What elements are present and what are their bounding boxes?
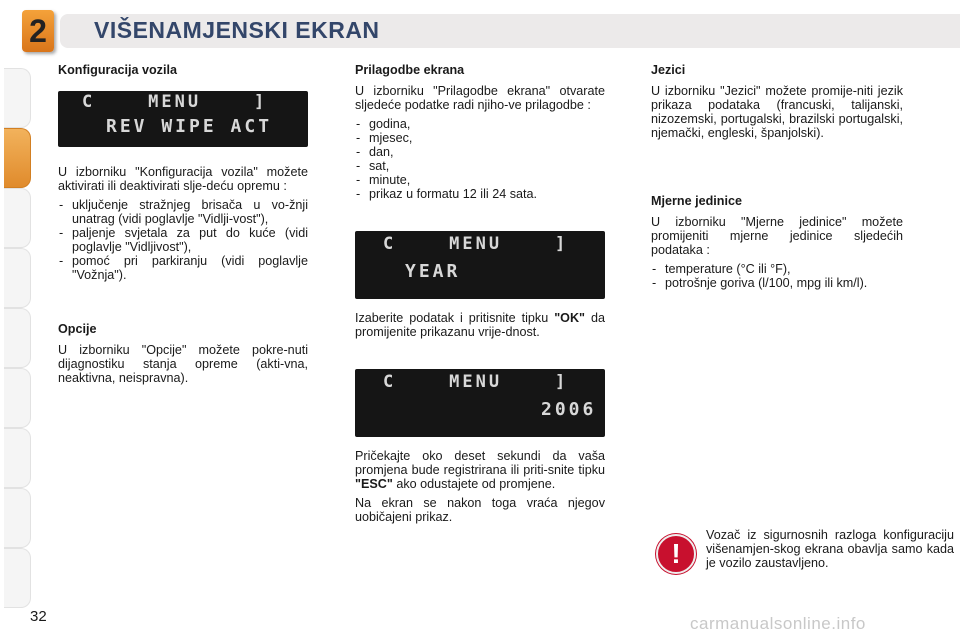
paragraph: U izborniku "Prilagodbe ekrana" otvarate sljedeće podatke radi njiho-ve prilagodbe : — [355, 84, 605, 112]
list-item: - godina, — [355, 117, 605, 131]
list-item: - dan, — [355, 145, 605, 159]
chapter-tab[interactable] — [4, 488, 31, 548]
section-heading: Prilagodbe ekrana — [355, 63, 465, 77]
chapter-tab[interactable] — [4, 368, 31, 428]
warning-text: Vozač iz sigurnosnih razloga konfiguraciju višenamjen-skog ekrana obavlja samo kada je vozilo zaustavljeno. — [706, 528, 954, 570]
paragraph — [355, 311, 605, 339]
exclamation-icon: ! — [656, 534, 696, 574]
page-title: VIŠENAMJENSKI EKRAN — [94, 17, 380, 43]
column-languages-units — [651, 63, 903, 290]
units-list — [651, 262, 903, 290]
chapter-tab[interactable] — [4, 548, 31, 608]
chapter-tab[interactable] — [4, 188, 31, 248]
section-heading: Mjerne jedinice — [651, 194, 742, 208]
page-number: 32 — [30, 608, 47, 625]
feature-list — [58, 198, 308, 282]
chapter-tab-active[interactable] — [4, 128, 31, 188]
paragraph: Na ekran se nakon toga vraća njegov uobičajeni prikaz. — [355, 496, 605, 524]
ok-key-label: "OK" — [554, 311, 586, 325]
lcd-line: YEAR — [405, 261, 461, 282]
chapter-badge: 2 — [22, 10, 54, 52]
list-item: - potrošnje goriva (l/100, mpg ili km/l). — [651, 276, 903, 290]
text: Pričekajte oko deset sekundi da vaša promjena bude registrirana ili priti-snite tipku — [355, 449, 605, 477]
paragraph: U izborniku "Jezici" možete promije-niti jezik prikaza podataka (francuski, talijanski, nizozemski, portugalski, brazilski portugalski, njemački, engleski, španjolski). — [651, 84, 903, 140]
list-item: - paljenje svjetala za put do kuće (vidi poglavlje "Vidljivost"), — [58, 226, 308, 254]
settings-list — [355, 117, 605, 201]
text: ako odustajete od promjene. — [392, 477, 556, 491]
section-heading: Jezici — [651, 63, 686, 77]
warning-note — [650, 528, 954, 588]
paragraph: U izborniku "Opcije" možete pokre-nuti dijagnostiku stanja opreme (akti-vna, neaktivna, neispravna). — [58, 343, 308, 385]
esc-key-label: "ESC" — [355, 477, 393, 491]
list-item: - temperature (°C ili °F), — [651, 262, 903, 276]
chapter-tab[interactable] — [4, 308, 31, 368]
section-heading: Konfiguracija vozila — [58, 63, 177, 77]
list-item: - pomoć pri parkiranju (vidi poglavlje "Vožnja"). — [58, 254, 308, 282]
chapter-tabs — [0, 58, 34, 598]
lcd-line: 2006 — [541, 399, 597, 420]
chapter-tab[interactable] — [4, 248, 31, 308]
page-header — [0, 0, 960, 58]
chapter-tab[interactable] — [4, 428, 31, 488]
lcd-line: C MENU ] — [82, 92, 268, 112]
chapter-tab[interactable] — [4, 68, 31, 128]
text: Izaberite podatak i pritisnite tipku — [355, 311, 549, 325]
lcd-line: C MENU ] — [383, 234, 569, 254]
list-item: - uključenje stražnjeg brisača u vo-žnji unatrag (vidi poglavlje "Vidlji-vost"), — [58, 198, 308, 226]
list-item: - mjesec, — [355, 131, 605, 145]
lcd-display — [355, 369, 605, 437]
column-vehicle-config — [58, 63, 308, 390]
list-item: - minute, — [355, 173, 605, 187]
paragraph — [355, 449, 605, 491]
paragraph: U izborniku "Mjerne jedinice" možete promijeniti mjerne jedinice sljedećih podataka : — [651, 215, 903, 257]
lcd-line: C MENU ] — [383, 372, 569, 392]
text: da promijenite prikazanu vrije-dnost. — [355, 311, 605, 339]
section-heading: Opcije — [58, 322, 97, 336]
list-item: - prikaz u formatu 12 ili 24 sata. — [355, 187, 605, 201]
watermark: carmanualsonline.info — [690, 614, 866, 633]
list-item: - sat, — [355, 159, 605, 173]
lcd-display — [355, 231, 605, 299]
column-display-settings — [355, 63, 605, 529]
lcd-display — [58, 91, 308, 147]
lcd-line: REV WIPE ACT — [106, 116, 273, 137]
paragraph: U izborniku "Konfiguracija vozila" možete aktivirati ili deaktivirati slje-deću opremu : — [58, 165, 308, 193]
